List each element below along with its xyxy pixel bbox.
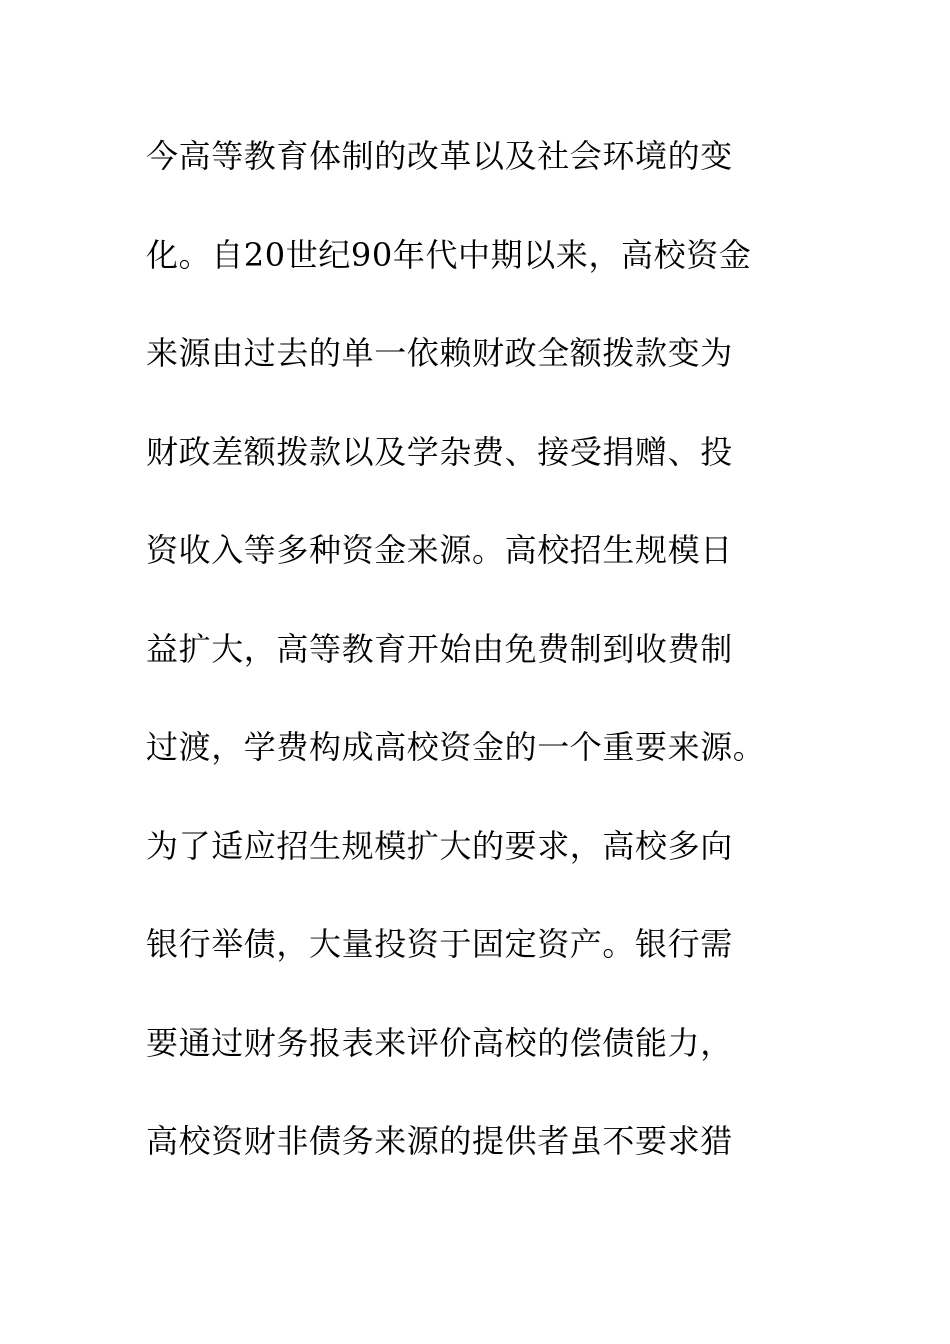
text-line: 高校资财非债务来源的提供者虽不要求猎 bbox=[146, 1122, 733, 1160]
text-line: 为了适应招生规模扩大的要求，高校多向 bbox=[146, 826, 733, 865]
text-line: 要通过财务报表来评价高校的偿债能力， bbox=[146, 1023, 733, 1062]
text-line: 来源由过去的单一依赖财政全额拨款变为 bbox=[146, 334, 733, 372]
text-line: 化。自20世纪90年代中期以来，高校资金 bbox=[146, 235, 752, 274]
text-line: 今高等教育体制的改革以及社会环境的变 bbox=[146, 137, 733, 175]
text-line: 银行举债，大量投资于固定资产。银行需 bbox=[146, 925, 733, 963]
body-text bbox=[146, 126, 846, 1210]
text-line: 财政差额拨款以及学杂费、接受捐赠、投 bbox=[146, 432, 733, 471]
text-line: 过渡，学费构成高校资金的一个重要来源。 bbox=[146, 728, 766, 766]
text-line: 资收入等多种资金来源。高校招生规模日 bbox=[146, 531, 733, 569]
text-line: 益扩大，高等教育开始由免费制到收费制 bbox=[146, 629, 733, 668]
